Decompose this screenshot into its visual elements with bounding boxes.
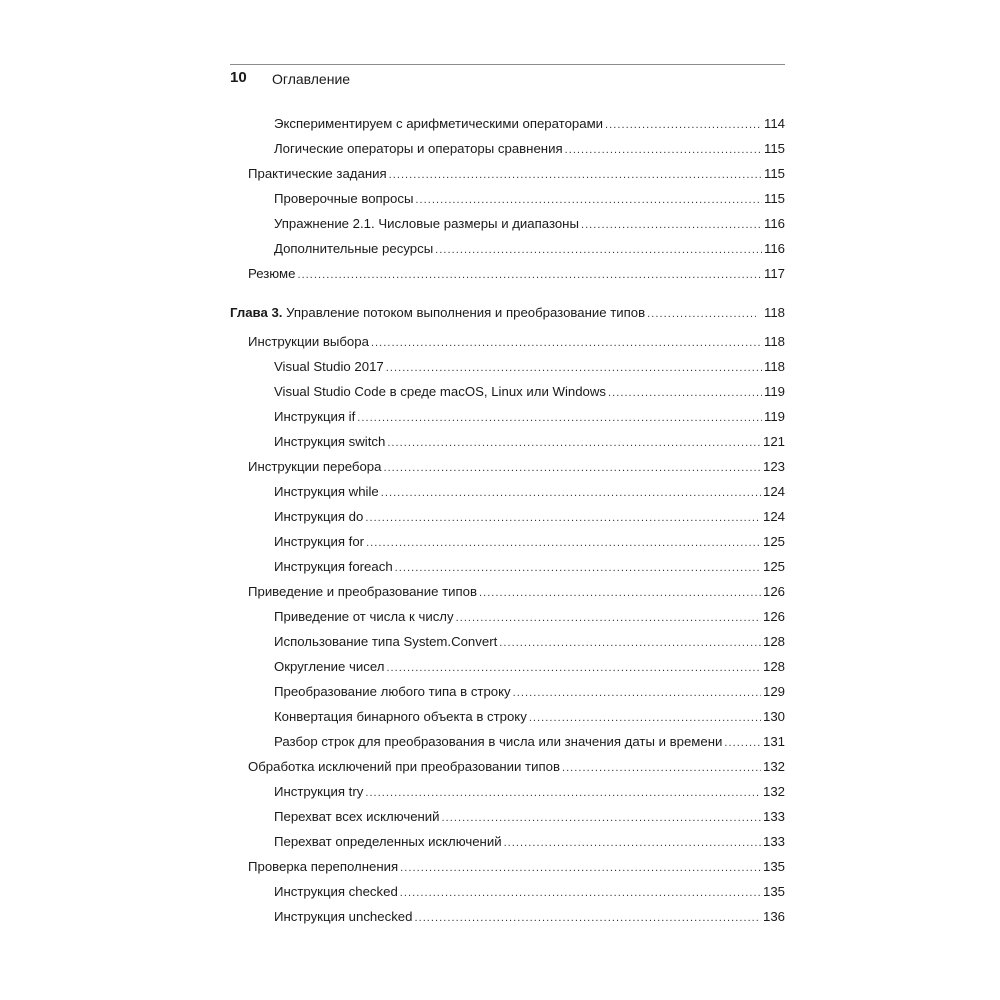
toc-page-number: 115 — [763, 191, 785, 206]
toc-entry: Инструкции перебора . . . 123 — [248, 457, 785, 477]
running-header — [230, 64, 785, 87]
toc-page-number: 135 — [762, 884, 785, 899]
toc-page-number: 119 — [763, 384, 785, 399]
toc-entry: Инструкция if . . . 119 — [274, 407, 785, 427]
toc-entry: Visual Studio 2017 . . . 118 — [274, 357, 785, 377]
toc-entry: Экспериментируем с арифметическими операторами . . . 114 — [274, 114, 785, 134]
toc-page-number: 132 — [762, 759, 785, 774]
toc-entry: Резюме . . . 117 — [248, 264, 785, 284]
toc-page-number: 118 — [763, 334, 785, 349]
toc-entry: Перехват определенных исключений . . . 133 — [274, 832, 785, 852]
toc-page-number: 116 — [763, 241, 785, 256]
toc-page-number: 136 — [762, 909, 785, 924]
toc-page-number: 124 — [762, 484, 785, 499]
toc-entry: Приведение от числа к числу . . . 126 — [274, 607, 785, 627]
toc-entry: Инструкции выбора . . . 118 — [248, 332, 785, 352]
toc-entry: Упражнение 2.1. Числовые размеры и диапазоны . . . 116 — [274, 214, 785, 234]
toc-entry: Инструкция unchecked . . . 136 — [274, 907, 785, 927]
toc-page-number: 116 — [763, 216, 785, 231]
toc-page-number: 123 — [762, 459, 785, 474]
toc-page-number: 133 — [762, 834, 785, 849]
toc-page-number: 130 — [762, 709, 785, 724]
running-title: Оглавление — [272, 71, 351, 87]
toc-entry: Дополнительные ресурсы . . . 116 — [274, 239, 785, 259]
toc-entry: Обработка исключений при преобразовании типов . . . 132 — [248, 757, 785, 777]
toc-entry: Инструкция while . . . 124 — [274, 482, 785, 502]
toc-page-number: 115 — [763, 141, 785, 156]
chapter-label: Глава 3. — [230, 305, 283, 320]
toc-entry: Конвертация бинарного объекта в строку . . . 130 — [274, 707, 785, 727]
toc-page-number: 128 — [762, 634, 785, 649]
toc-entry: Visual Studio Code в среде macOS, Linux или Windows . . . 119 — [274, 382, 785, 402]
toc-page-number: 124 — [762, 509, 785, 524]
toc-page-number: 131 — [762, 734, 785, 749]
toc-page-number: 126 — [762, 609, 785, 624]
page-number: 10 — [230, 69, 247, 86]
toc-entry: Проверка переполнения . . . 135 — [248, 857, 785, 877]
toc-page-number: 133 — [762, 809, 785, 824]
toc-page-number: 125 — [762, 534, 785, 549]
toc-page-number: 132 — [762, 784, 785, 799]
toc-page-number: 114 — [763, 116, 785, 131]
toc-entry: Разбор строк для преобразования в числа или значения даты и времени . . . 131 — [274, 732, 785, 752]
toc-entry: Инструкция foreach . . . 125 — [274, 557, 785, 577]
toc-entry: Инструкция switch . . . 121 — [274, 432, 785, 452]
toc-entry: Инструкция do . . . 124 — [274, 507, 785, 527]
toc-entry: Инструкция try . . . 132 — [274, 782, 785, 802]
toc-page-number: 118 — [763, 359, 785, 374]
toc-entry: Преобразование любого типа в строку . . . 129 — [274, 682, 785, 702]
toc-page-number: 118 — [763, 305, 785, 320]
toc-entry: Округление чисел . . . 128 — [274, 657, 785, 677]
toc-entry: Использование типа System.Convert . . . 128 — [274, 632, 785, 652]
toc-entry: Логические операторы и операторы сравнения . . . 115 — [274, 139, 785, 159]
toc-page-number: 135 — [762, 859, 785, 874]
toc-page-number: 121 — [762, 434, 785, 449]
toc-entry: Перехват всех исключений . . . 133 — [274, 807, 785, 827]
toc-page-number: 126 — [762, 584, 785, 599]
toc-chapter-entry: Глава 3. Управление потоком выполнения и преобразование типов . . . 118 — [230, 303, 785, 323]
toc-entry: Проверочные вопросы . . . 115 — [274, 189, 785, 209]
toc-page-number: 117 — [763, 266, 785, 281]
toc-page-number: 125 — [762, 559, 785, 574]
toc-page-number: 129 — [762, 684, 785, 699]
toc-page-number: 119 — [763, 409, 785, 424]
toc-entry: Инструкция checked . . . 135 — [274, 882, 785, 902]
toc-entry: Практические задания . . . 115 — [248, 164, 785, 184]
toc-page-number: 115 — [763, 166, 785, 181]
toc-page-number: 128 — [762, 659, 785, 674]
toc-entry: Приведение и преобразование типов . . . 126 — [248, 582, 785, 602]
toc-entry: Инструкция for . . . 125 — [274, 532, 785, 552]
